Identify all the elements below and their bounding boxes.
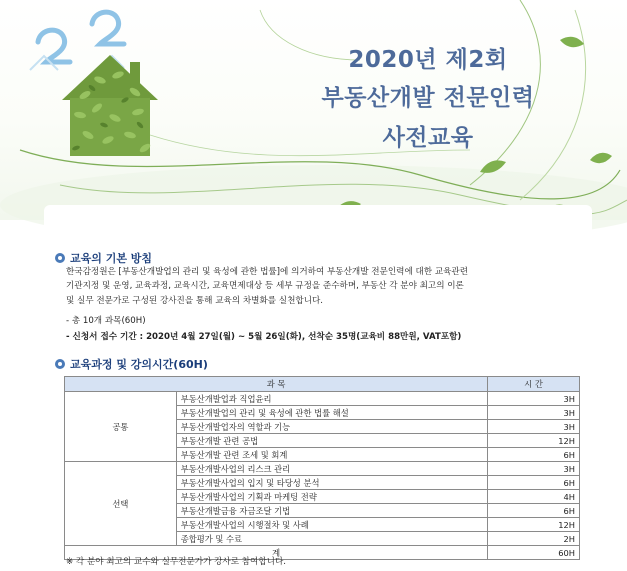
table-header-row [65,377,580,392]
course-count-bullet: - 총 10개 과목(60H) [66,316,146,326]
subject-cell: 부동산개발업과 직업윤리 [176,392,488,406]
section-title: 교육의 기본 방침 [70,252,153,265]
total-hours-cell: 60H [488,546,580,560]
table-row [65,462,580,476]
table-row [65,392,580,406]
category-cell: 선택 [65,462,177,546]
title-line-2: 부동산개발 전문인력 [321,85,535,111]
footnote: ※ 각 분야 최고의 교수와 실무전문가가 강사로 참여합니다. [66,557,286,567]
page-title [278,44,578,158]
policy-paragraph [66,265,581,308]
hours-cell: 3H [488,462,580,476]
application-period-label: - 신청서 접수 기간 : [66,332,147,342]
paragraph-line: 한국감정원은 [부동산개발업의 관리 및 육성에 관한 법률]에 의거하여 부동산개발 전문인력에 대한 교육관련 [66,267,469,277]
hours-cell: 12H [488,434,580,448]
hours-cell: 6H [488,504,580,518]
hours-cell: 4H [488,490,580,504]
leaf-house-icon [62,55,158,156]
section-curriculum-heading [55,356,208,372]
hours-cell: 12H [488,518,580,532]
hours-cell: 3H [488,406,580,420]
subject-cell: 부동산개발 관련 조세 및 회계 [176,448,488,462]
subject-cell: 부동산개발업자의 역할과 기능 [176,420,488,434]
hours-cell: 6H [488,448,580,462]
hours-cell: 6H [488,476,580,490]
circle-bullet-icon [55,253,65,263]
section-title: 교육과정 및 강의시간(60H) [70,358,208,371]
subject-cell: 부동산개발사업의 기획과 마케팅 전략 [176,490,488,504]
subject-cell: 부동산개발사업의 시행절차 및 사례 [176,518,488,532]
title-line-3: 사전교육 [382,125,474,151]
subject-cell: 부동산개발 관련 공법 [176,434,488,448]
header-subject: 과 목 [65,377,488,392]
section-basic-policy-heading [55,250,152,266]
hours-cell: 3H [488,420,580,434]
subject-cell: 부동산개발사업의 입지 및 타당성 분석 [176,476,488,490]
category-cell: 공통 [65,392,177,462]
total-label-cell: 계 [65,546,488,560]
header-hours: 시 간 [488,377,580,392]
circle-bullet-icon [55,359,65,369]
subject-cell: 종합평가 및 수료 [176,532,488,546]
paragraph-line: 및 실무 전문가로 구성된 강사진을 통해 교육의 차별화를 실천합니다. [66,295,324,306]
subject-cell: 부동산개발업의 관리 및 육성에 관한 법률 해설 [176,406,488,420]
subject-cell: 부동산개발사업의 리스크 관리 [176,462,488,476]
hours-cell: 2H [488,532,580,546]
blue-swirl-icon [38,12,124,62]
curriculum-table [64,376,580,560]
subject-cell: 부동산개발금융 자금조달 기법 [176,504,488,518]
title-line-1: 2020년 제2회 [348,47,508,73]
hours-cell: 3H [488,392,580,406]
application-period-bullet [66,331,461,344]
paragraph-line: 기관지정 및 운영, 교육과정, 교육시간, 교육면제대상 등 세부 규정을 준수하며, 부동산 각 분야 최고의 이론 [66,281,464,292]
application-period-value: 2020년 4월 27일(월) ~ 5월 26일(화), 선착순 35명(교육비 88만원, VAT포함) [146,332,462,342]
